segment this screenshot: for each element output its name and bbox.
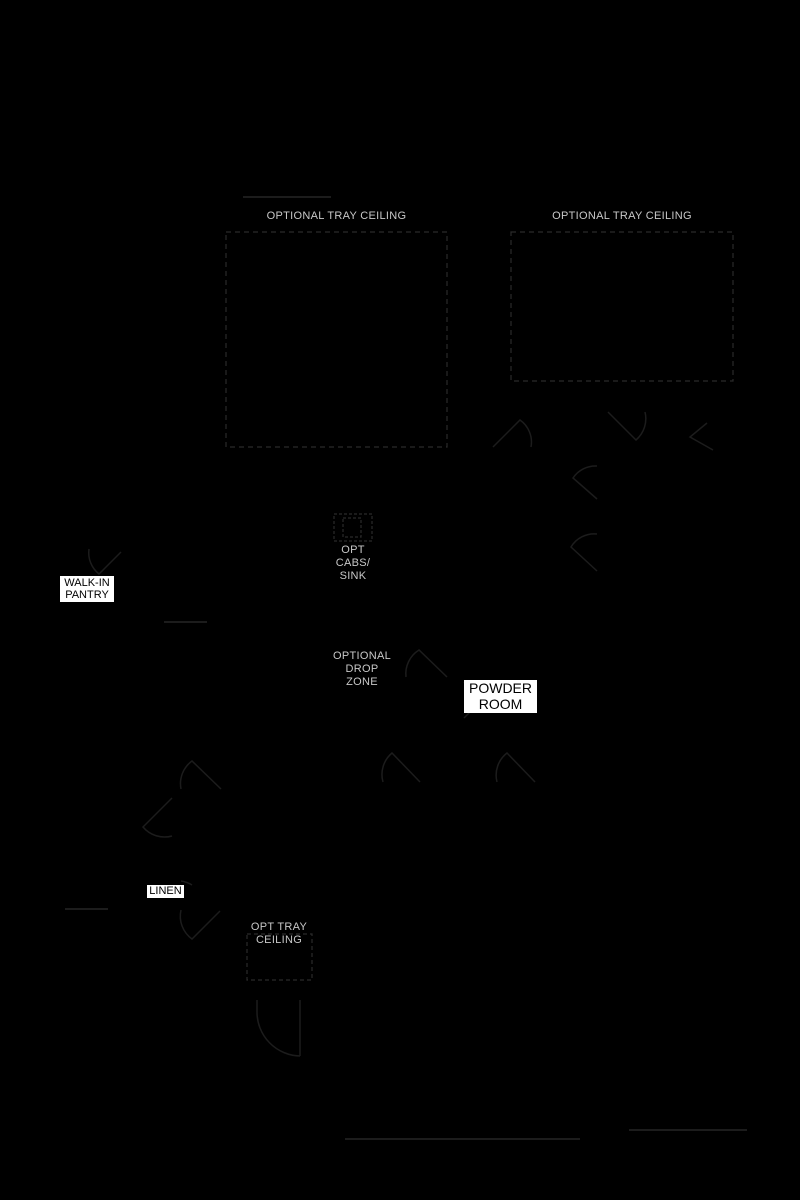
door-swing [89, 549, 121, 574]
door-swing [143, 798, 172, 837]
sink-basin [343, 518, 361, 537]
drop-zone-label: OPTIONAL DROP ZONE [332, 650, 392, 688]
door-swing [608, 412, 646, 440]
door-swing [573, 466, 597, 499]
door-swing [571, 534, 597, 571]
tray-ceiling-label-left: OPTIONAL TRAY CEILING [266, 210, 407, 222]
door-swing [690, 423, 713, 450]
tray-ceiling-outline-left [226, 232, 447, 447]
powder-room-label: POWDER ROOM [464, 680, 537, 713]
door-swing [496, 753, 535, 782]
door-swing [382, 753, 420, 782]
door-swing [180, 761, 221, 789]
door-swing [406, 650, 447, 677]
opt-tray-ceiling-label: OPT TRAY CEILING [250, 921, 308, 946]
door-swing [257, 1000, 300, 1056]
door-swing [493, 420, 531, 447]
door-swing [180, 910, 220, 939]
walk-in-pantry-label: WALK-IN PANTRY [60, 576, 114, 602]
tray-ceiling-label-right: OPTIONAL TRAY CEILING [552, 210, 692, 222]
linen-label: LINEN [147, 885, 184, 898]
tray-ceiling-outline-right [511, 232, 733, 381]
opt-cabs-sink-label: OPT CABS/ SINK [335, 544, 371, 582]
